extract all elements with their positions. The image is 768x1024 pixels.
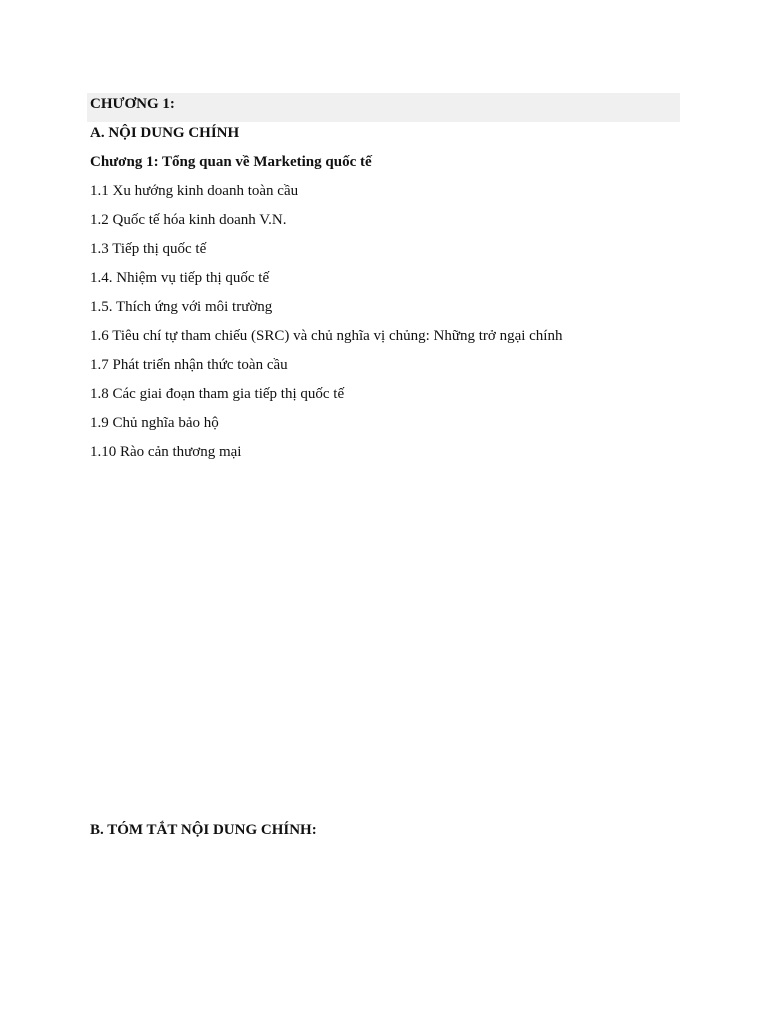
list-item: 1.3 Tiếp thị quốc tế	[90, 241, 207, 257]
list-item: 1.9 Chủ nghĩa bảo hộ	[90, 415, 219, 431]
list-item: 1.2 Quốc tế hóa kinh doanh V.N.	[90, 212, 287, 228]
list-item: 1.1 Xu hướng kinh doanh toàn cầu	[90, 183, 299, 199]
list-item: 1.6 Tiêu chí tự tham chiếu (SRC) và chủ nghĩa vị chủng: Những trở ngại chính	[90, 328, 563, 344]
section-a-title: A. NỘI DUNG CHÍNH	[90, 125, 240, 141]
list-item: 1.8 Các giai đoạn tham gia tiếp thị quốc tế	[90, 386, 345, 402]
list-item: 1.4. Nhiệm vụ tiếp thị quốc tế	[90, 270, 270, 286]
chapter-title: Chương 1: Tổng quan về Marketing quốc tế	[90, 154, 372, 170]
list-item: 1.10 Rào cản thương mại	[90, 444, 242, 460]
section-b-title: B. TÓM TẮT NỘI DUNG CHÍNH:	[90, 822, 317, 838]
chapter-label: CHƯƠNG 1:	[90, 96, 175, 112]
list-item: 1.5. Thích ứng với môi trường	[90, 299, 273, 315]
list-item: 1.7 Phát triển nhận thức toàn cầu	[90, 357, 288, 373]
chapter-highlight	[87, 93, 680, 122]
